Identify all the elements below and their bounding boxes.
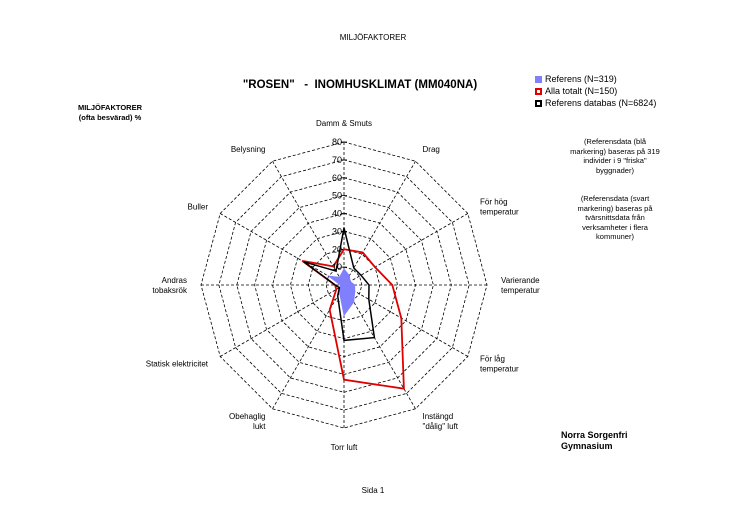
series-referens [329, 269, 355, 316]
chart-title: "ROSEN" - INOMHUSKLIMAT (MM040NA) [242, 79, 478, 91]
category-label-9: Andras tobaksrök [152, 276, 187, 295]
category-label-5: Instängd "dålig" luft [422, 412, 458, 431]
grid-spoke-10 [220, 214, 344, 286]
category-label-6: Torr luft [330, 443, 358, 452]
category-label-8: Statisk elektricitet [145, 359, 208, 369]
page-footer: Sida 1 [361, 486, 385, 495]
grid-spoke-5 [344, 285, 416, 409]
tick-label-20: 20 [331, 244, 342, 255]
category-label-11: Belysning [230, 145, 266, 154]
organization-name: Norra Sorgenfri Gymnasium [561, 430, 628, 451]
tick-label-80: 80 [331, 137, 342, 147]
note-referens: (Referensdata (blå markering) baseras på 319 individer i 9 "friska" byggnader) [570, 137, 660, 175]
note-databas: (Referensdata (svart markering) baseras på tvärsnittsdata från verksamheter i flera kommuner) [577, 194, 653, 241]
radar-series [302, 228, 404, 389]
series-alla-totalt [302, 249, 404, 388]
legend-label-referens: Referens (N=319) [545, 74, 617, 84]
tick-label-30: 30 [331, 226, 342, 237]
category-label-3: Varierande temperatur [501, 276, 540, 295]
category-label-4: För låg temperatur [480, 354, 519, 374]
tick-label-10: 10 [331, 262, 342, 273]
tick-label-40: 40 [331, 208, 342, 219]
category-label-10: Buller [187, 202, 208, 212]
chart-ylabel: MILJÖFAKTORER (ofta besvärad) % [77, 103, 143, 122]
category-label-1: Drag [422, 145, 440, 154]
tick-label-60: 60 [331, 172, 342, 183]
grid-spoke-7 [273, 285, 345, 409]
tick-label-70: 70 [331, 154, 342, 165]
legend-label-alla: Alla totalt (N=150) [545, 86, 618, 96]
category-label-2: För hög temperatur [480, 197, 519, 217]
grid-spoke-8 [220, 285, 344, 357]
grid-spoke-1 [344, 161, 416, 285]
grid-spoke-2 [344, 214, 468, 286]
category-label-0: Damm & Smuts [315, 119, 373, 128]
grid-spoke-4 [344, 285, 468, 357]
tick-label-50: 50 [331, 190, 342, 201]
category-label-7: Obehaglig lukt [229, 412, 266, 431]
legend-label-databas: Referens databas (N=6824) [545, 98, 657, 108]
page-header: MILJÖFAKTORER [339, 33, 407, 42]
